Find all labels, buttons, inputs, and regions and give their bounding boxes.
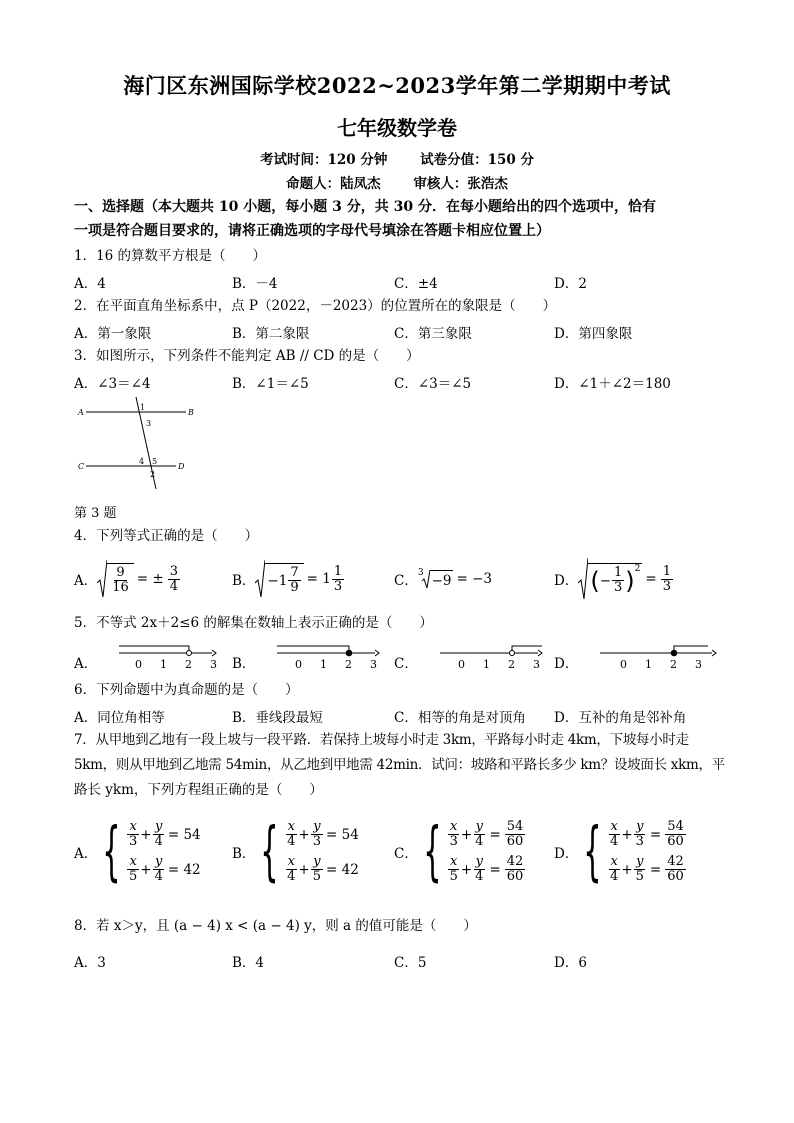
equals: = 1	[306, 571, 331, 587]
frac-num: y	[155, 854, 163, 869]
fraction	[634, 855, 646, 884]
q7-stem-line-3: 路长 ykm，下列方程组正确的是（ ）	[74, 782, 323, 798]
frac-num: 1	[662, 563, 671, 579]
q7-stem-line-2: 5km，则从甲地到乙地需 54min，从乙地到甲地需 42min．试问：坡路和平路长多少 km？设坡面长 xkm，平	[74, 757, 725, 773]
tick-0: 0	[295, 658, 303, 671]
exam-time: 考试时间：120 分钟	[260, 152, 388, 168]
frac-num: 54	[667, 819, 684, 834]
equals: = ±	[136, 571, 164, 587]
q2-option-c[interactable]: C．第三象限	[394, 326, 472, 342]
fraction	[153, 855, 165, 884]
q7-option-label: C．	[394, 846, 418, 862]
fraction	[127, 820, 139, 849]
tick-2: 2	[507, 658, 515, 671]
q7-option-label: A．	[74, 846, 98, 862]
frac-den: 4	[169, 578, 178, 594]
frac-num: 9	[116, 565, 125, 580]
q5-option-b[interactable]	[232, 636, 381, 672]
exam-reviewer: 审核人：张浩杰	[413, 176, 508, 192]
frac-num: 54	[506, 819, 524, 834]
frac-num: y	[313, 819, 321, 834]
frac-num: y	[636, 854, 644, 869]
frac-den: 9	[290, 580, 299, 595]
angle-5: 5	[152, 457, 158, 466]
frac-den: 4	[154, 834, 163, 849]
fraction	[665, 820, 686, 849]
q5-options	[74, 636, 734, 672]
frac-den: 5	[635, 869, 644, 884]
tick-2: 2	[670, 658, 678, 671]
frac-num: x	[129, 819, 137, 834]
frac-num: x	[129, 854, 137, 869]
frac-den: 3	[449, 834, 458, 849]
fraction	[448, 820, 460, 849]
q8-option-b[interactable]: B．4	[232, 955, 265, 971]
frac-den: 3	[312, 834, 322, 849]
q1-option-d[interactable]: D．2	[554, 276, 587, 292]
q5-option-d[interactable]	[554, 636, 718, 672]
equation: $\frac{x}{3}$ + $\frac{y}{4}$ = $\frac{54}{60}$	[449, 819, 524, 849]
q2-stem: 2．在平面直角坐标系中，点 P（2022，－2023）的位置所在的象限是（ ）	[74, 298, 557, 314]
equation: $\frac{x}{4}$ + $\frac{y}{5}$ = 42	[287, 854, 359, 884]
sqrt	[97, 559, 134, 599]
frac-num: x	[287, 819, 295, 834]
frac-den: 4	[154, 869, 163, 884]
tick-3: 3	[210, 658, 218, 671]
tick-1: 1	[320, 658, 328, 671]
frac-den: 5	[128, 869, 138, 884]
q3-option-a[interactable]: A．∠3＝∠4	[74, 376, 151, 392]
number-line-d	[578, 638, 718, 672]
label-a: A	[78, 408, 84, 417]
frac-den: 5	[449, 869, 458, 884]
q1-stem: 1．16 的算数平方根是（ ）	[74, 248, 267, 264]
number-line-c	[418, 638, 544, 672]
q7-stem-line-1: 7．从甲地到乙地有一段上坡与一段平路．若保持上坡每小时走 3km，平路每小时走 4km，下坡每小时走	[74, 732, 689, 748]
brace: {	[423, 815, 442, 889]
tick-0: 0	[620, 658, 628, 671]
number-line-a	[97, 638, 217, 672]
q5-option-a-label: A．	[74, 656, 98, 672]
frac-num: 1	[614, 565, 623, 580]
fraction	[608, 820, 620, 849]
q4-option-c[interactable]	[394, 556, 492, 602]
fraction	[448, 855, 460, 884]
fraction	[127, 855, 139, 884]
q6-option-d[interactable]: D．互补的角是邻补角	[554, 710, 687, 726]
frac-num: x	[450, 854, 458, 869]
exam-title: 海门区东洲国际学校2022~2023学年第二学期期中考试	[123, 73, 671, 98]
exam-score: 试卷分值：150 分	[420, 152, 534, 168]
frac-den: 3	[333, 578, 343, 594]
frac-den: 4	[475, 834, 484, 849]
q1-options	[74, 272, 734, 292]
rhs: = 54	[167, 826, 201, 843]
q5-option-c-label: C．	[394, 656, 418, 672]
tick-0: 0	[457, 658, 465, 671]
frac-den: 4	[610, 834, 619, 849]
q4-stem: 4．下列等式正确的是（ ）	[74, 528, 259, 544]
q1-option-b[interactable]: B．－4	[232, 276, 278, 292]
minus-sign: −	[599, 572, 612, 589]
equation: $\frac{x}{5}$ + $\frac{y}{4}$ = 42	[128, 854, 201, 884]
fraction	[608, 855, 620, 884]
q8-stem: 8．若 x＞y，且 (a − 4) x < (a − 4) y，则 a 的值可能是（ ）	[74, 918, 477, 934]
sqrt	[255, 559, 303, 599]
q6-options	[74, 706, 734, 726]
root-index: 3	[417, 568, 424, 578]
frac-num: x	[450, 819, 458, 834]
brace: {	[260, 815, 279, 889]
q2-option-b[interactable]: B．第二象限	[232, 326, 310, 342]
frac-num: x	[610, 819, 618, 834]
fraction	[634, 820, 646, 849]
frac-den: 3	[662, 578, 671, 594]
q4-option-a-label: A．	[74, 573, 98, 589]
angle-4: 4	[139, 457, 145, 466]
q8-option-c[interactable]: C．5	[394, 955, 427, 971]
equals: = −3	[456, 571, 492, 587]
equation-system	[607, 820, 687, 884]
mixed-whole: −1	[267, 572, 288, 589]
rhs: = 54	[326, 826, 359, 843]
frac-den: 4	[287, 869, 296, 884]
frac-den: 4	[475, 869, 484, 884]
radicand: −9	[430, 570, 454, 589]
frac-num: x	[287, 854, 295, 869]
q3-figure	[74, 395, 204, 495]
exam-subtitle: 七年级数学卷	[337, 116, 457, 140]
q6-option-b[interactable]: B．垂线段最短	[232, 710, 323, 726]
frac-num: 42	[506, 854, 524, 869]
fraction	[473, 855, 485, 884]
frac-num: y	[475, 819, 483, 834]
frac-den: 3	[128, 834, 138, 849]
radical-sign	[578, 557, 588, 601]
q3-option-c[interactable]: C．∠3＝∠5	[394, 376, 472, 392]
q2-option-d[interactable]: D．第四象限	[554, 326, 633, 342]
frac-den: 16	[112, 580, 129, 595]
fraction	[311, 820, 323, 849]
label-b: B	[188, 408, 194, 417]
number-line-b	[255, 638, 381, 672]
frac-num: y	[313, 854, 321, 869]
tick-3: 3	[695, 658, 703, 671]
tick-1: 1	[482, 658, 490, 671]
q7-option-label: B．	[232, 846, 256, 862]
q2-options	[74, 322, 734, 342]
q7-options	[74, 812, 734, 892]
equation: $\frac{x}{3}$ + $\frac{y}{4}$ = 54	[128, 819, 201, 849]
fraction	[285, 820, 297, 849]
angle-2: 2	[150, 470, 156, 479]
brace: {	[102, 815, 121, 889]
equation: $\frac{x}{4}$ + $\frac{y}{3}$ = 54	[287, 819, 359, 849]
tick-2: 2	[185, 658, 193, 671]
section-heading-line-1: 一、选择题（本大题共 10 小题，每小题 3 分，共 30 分．在每小题给出的四个选项中，恰有	[74, 199, 656, 215]
frac-den: 4	[610, 869, 619, 884]
q3-stem: 3．如图所示，下列条件不能判定 AB // CD 的是（ ）	[74, 348, 420, 364]
angle-3: 3	[146, 419, 152, 428]
q4-option-a[interactable]	[74, 556, 181, 602]
equation: $\frac{x}{4}$ + $\frac{y}{5}$ = $\frac{42}{60}$	[610, 854, 684, 884]
radical-sign	[97, 559, 107, 599]
section-heading-line-2: 一项是符合题目要求的，请将正确选项的字母代号填涂在答题卡相应位置上）	[74, 223, 550, 239]
q1-option-c[interactable]: C．±4	[394, 276, 438, 292]
equation: $\frac{x}{4}$ + $\frac{y}{3}$ = $\frac{54}{60}$	[610, 819, 684, 849]
fraction	[665, 855, 686, 884]
q7-option-d[interactable]	[554, 812, 687, 892]
tick-1: 1	[645, 658, 653, 671]
frac-num: 1	[333, 563, 343, 579]
q2-option-a[interactable]: A．第一象限	[74, 326, 152, 342]
fraction	[285, 855, 297, 884]
q7-option-a[interactable]	[74, 812, 201, 892]
q7-option-b[interactable]	[232, 812, 359, 892]
angle-1: 1	[140, 403, 146, 412]
q7-option-c[interactable]	[394, 812, 526, 892]
frac-num: 42	[667, 854, 684, 869]
equation-system	[284, 820, 359, 884]
q5-option-a[interactable]	[74, 636, 217, 672]
exam-info-row-1	[0, 148, 794, 168]
q8-option-d[interactable]: D．6	[554, 955, 587, 971]
tick-2: 2	[345, 658, 353, 671]
q5-option-d-label: D．	[554, 656, 579, 672]
frac-den: 3	[614, 580, 623, 595]
fraction	[505, 855, 526, 884]
radical-sign	[255, 559, 265, 599]
fraction	[311, 855, 323, 884]
tick-3: 3	[532, 658, 540, 671]
label-c: C	[78, 462, 85, 471]
frac-den: 3	[635, 834, 644, 849]
equation: $\frac{x}{5}$ + $\frac{y}{4}$ = $\frac{42}{60}$	[449, 854, 524, 884]
frac-den: 60	[506, 834, 524, 849]
frac-den: 60	[667, 869, 684, 884]
q8-options	[74, 951, 734, 971]
q6-option-c[interactable]: C．相等的角是对顶角	[394, 710, 526, 726]
frac-num: 7	[290, 565, 299, 580]
equals: =	[645, 571, 657, 587]
q3-option-b[interactable]: B．∠1＝∠5	[232, 376, 309, 392]
equation-system	[126, 820, 201, 884]
q4-option-d-label: D．	[554, 573, 579, 589]
frac-den: 60	[506, 869, 524, 884]
frac-num: x	[610, 854, 618, 869]
frac-num: 3	[169, 563, 178, 579]
fraction	[473, 820, 485, 849]
q8-option-a[interactable]: A．3	[74, 955, 106, 971]
frac-den: 60	[667, 834, 684, 849]
frac-num: y	[475, 854, 483, 869]
cube-root	[422, 569, 454, 589]
q1-option-a[interactable]: A．4	[74, 276, 106, 292]
q3-figure-caption: 第 3 题	[74, 506, 117, 521]
sqrt: ( − $\frac{1}{3}$ ) 2	[578, 557, 642, 601]
q4-option-b[interactable]	[232, 556, 345, 602]
fraction	[153, 820, 165, 849]
tick-3: 3	[370, 658, 378, 671]
q5-option-c[interactable]	[394, 636, 544, 672]
tick-1: 1	[160, 658, 168, 671]
q3-option-d[interactable]: D．∠1＋∠2＝180	[554, 376, 671, 392]
exam-info-row-2	[0, 172, 794, 192]
frac-num: y	[155, 819, 163, 834]
q4-option-d[interactable]	[554, 556, 674, 602]
q7-option-label: D．	[554, 846, 579, 862]
q4-options	[74, 556, 734, 602]
equation-system	[447, 820, 527, 884]
rhs: = 42	[167, 861, 201, 878]
frac-num: y	[636, 819, 644, 834]
tick-0: 0	[135, 658, 143, 671]
rhs: = 42	[326, 861, 359, 878]
label-d: D	[178, 462, 185, 471]
frac-den: 5	[312, 869, 322, 884]
q4-option-b-label: B．	[232, 573, 256, 589]
q4-option-c-label: C．	[394, 573, 418, 589]
exam-author: 命题人：陆凤杰	[286, 176, 381, 192]
brace: {	[583, 815, 602, 889]
q6-option-a[interactable]: A．同位角相等	[74, 710, 165, 726]
q5-option-b-label: B．	[232, 656, 256, 672]
exponent: 2	[634, 563, 641, 574]
q5-stem: 5．不等式 2x＋2≤6 的解集在数轴上表示正确的是（ ）	[74, 615, 433, 631]
fraction	[505, 820, 526, 849]
q3-options	[74, 372, 734, 392]
q6-stem: 6．下列命题中为真命题的是（ ）	[74, 682, 299, 698]
frac-den: 4	[287, 834, 296, 849]
